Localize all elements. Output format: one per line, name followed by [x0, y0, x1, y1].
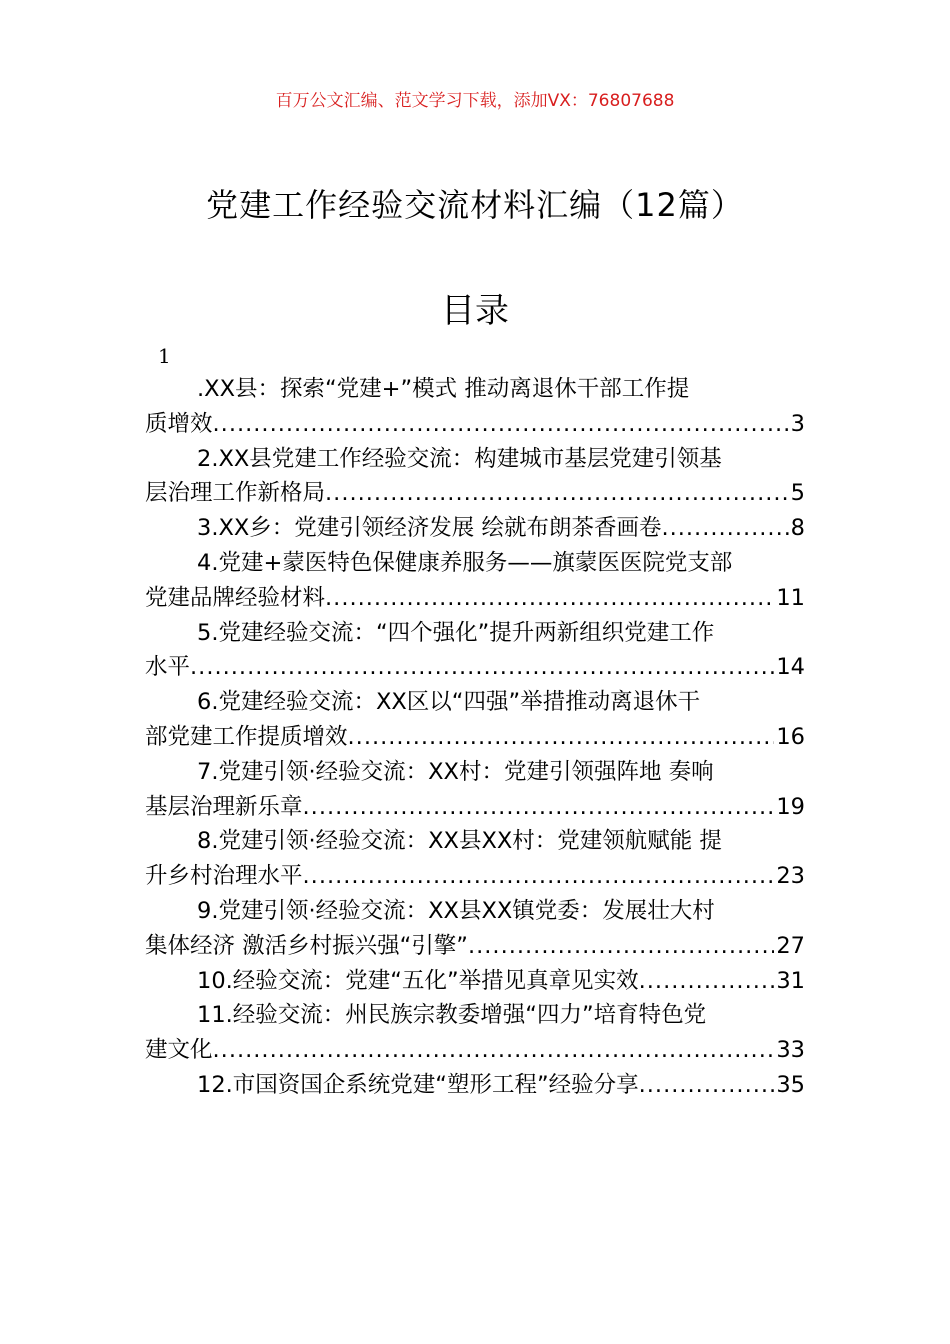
toc-page-number: 33 [776, 1037, 805, 1064]
toc-entry-title: 2.XX县党建工作经验交流：构建城市基层党建引领基 [197, 445, 722, 472]
toc-page-number: 8 [790, 515, 805, 542]
document-title: 党建工作经验交流材料汇编（12篇） [206, 186, 744, 224]
dot-leader [303, 859, 775, 894]
toc-page-number: 11 [776, 584, 805, 611]
toc-page-number: 16 [776, 723, 805, 750]
list-number-marker: 1 [158, 344, 171, 368]
table-of-contents [145, 372, 805, 1103]
dot-leader [190, 650, 774, 685]
toc-page-number: 31 [776, 967, 805, 994]
toc-page-number: 14 [776, 654, 805, 681]
toc-entry[interactable] [145, 894, 805, 964]
toc-entry-title-cont: 升乡村治理水平 [145, 863, 303, 890]
toc-entry-title: 7.党建引领·经验交流：XX村：党建引领强阵地 奏响 [197, 758, 714, 785]
download-banner: 百万公文汇编、范文学习下载，添加VX：76807688 [275, 91, 675, 111]
toc-entry[interactable] [145, 685, 805, 755]
toc-page-number: 27 [776, 932, 805, 959]
toc-entry-title-cont: 层治理工作新格局 [145, 480, 326, 507]
toc-entry[interactable] [145, 372, 805, 442]
toc-entry-title: 11.经验交流：州民族宗教委增强“四力”培育特色党 [197, 1002, 707, 1029]
toc-entry-title: 8.党建引领·经验交流：XX县XX村：党建领航赋能 提 [197, 828, 722, 855]
dot-leader [325, 581, 774, 616]
dot-leader [468, 929, 774, 964]
toc-entry[interactable] [145, 511, 805, 546]
toc-entry-title-cont: 基层治理新乐章 [145, 793, 303, 820]
toc-entry[interactable] [145, 824, 805, 894]
toc-entry[interactable] [145, 616, 805, 686]
toc-entry[interactable] [145, 1068, 805, 1103]
toc-entry[interactable] [145, 998, 805, 1068]
toc-entry-title: 9.党建引领·经验交流：XX县XX镇党委：发展壮大村 [197, 897, 715, 924]
toc-entry[interactable] [145, 546, 805, 616]
toc-entry-title-cont: 质增效 [145, 410, 213, 437]
toc-entry-title: 12.市国资国企系统党建“塑形工程”经验分享 [197, 1071, 639, 1098]
toc-page-number: 35 [776, 1071, 805, 1098]
dot-leader [325, 476, 789, 511]
toc-entry-title: 10.经验交流：党建“五化”举措见真章见实效 [197, 967, 639, 994]
toc-heading: 目录 [441, 291, 509, 331]
toc-entry-title-cont: 建文化 [145, 1037, 213, 1064]
dot-leader [303, 790, 775, 825]
dot-leader [213, 407, 789, 442]
dot-leader [348, 720, 775, 755]
dot-leader [213, 1033, 775, 1068]
toc-entry[interactable] [145, 755, 805, 825]
dot-leader [639, 964, 775, 999]
toc-entry-title: .XX县：探索“党建+”模式 推动离退休干部工作提 [197, 376, 690, 402]
toc-entry[interactable] [145, 442, 805, 512]
toc-entry-title: 6.党建经验交流：XX区以“四强”举措推动离退休干 [197, 689, 701, 716]
toc-page-number: 5 [790, 480, 805, 507]
toc-entry-title: 5.党建经验交流：“四个强化”提升两新组织党建工作 [197, 619, 715, 646]
toc-entry-title-cont: 党建品牌经验材料 [145, 584, 326, 611]
toc-page-number: 3 [790, 410, 805, 437]
toc-entry-title-cont: 部党建工作提质增效 [145, 723, 348, 750]
toc-entry-title-cont: 水平 [145, 654, 191, 681]
toc-page-number: 23 [776, 863, 805, 890]
toc-entry-title-cont: 集体经济 激活乡村振兴强“引擎” [145, 932, 468, 959]
dot-leader [639, 1068, 775, 1103]
toc-entry[interactable] [145, 964, 805, 999]
dot-leader [661, 511, 788, 546]
toc-page-number: 19 [776, 793, 805, 820]
toc-entry-title: 3.XX乡：党建引领经济发展 绘就布朗茶香画卷 [197, 515, 662, 542]
toc-entry-title: 4.党建+蒙医特色保健康养服务——旗蒙医医院党支部 [197, 549, 733, 576]
